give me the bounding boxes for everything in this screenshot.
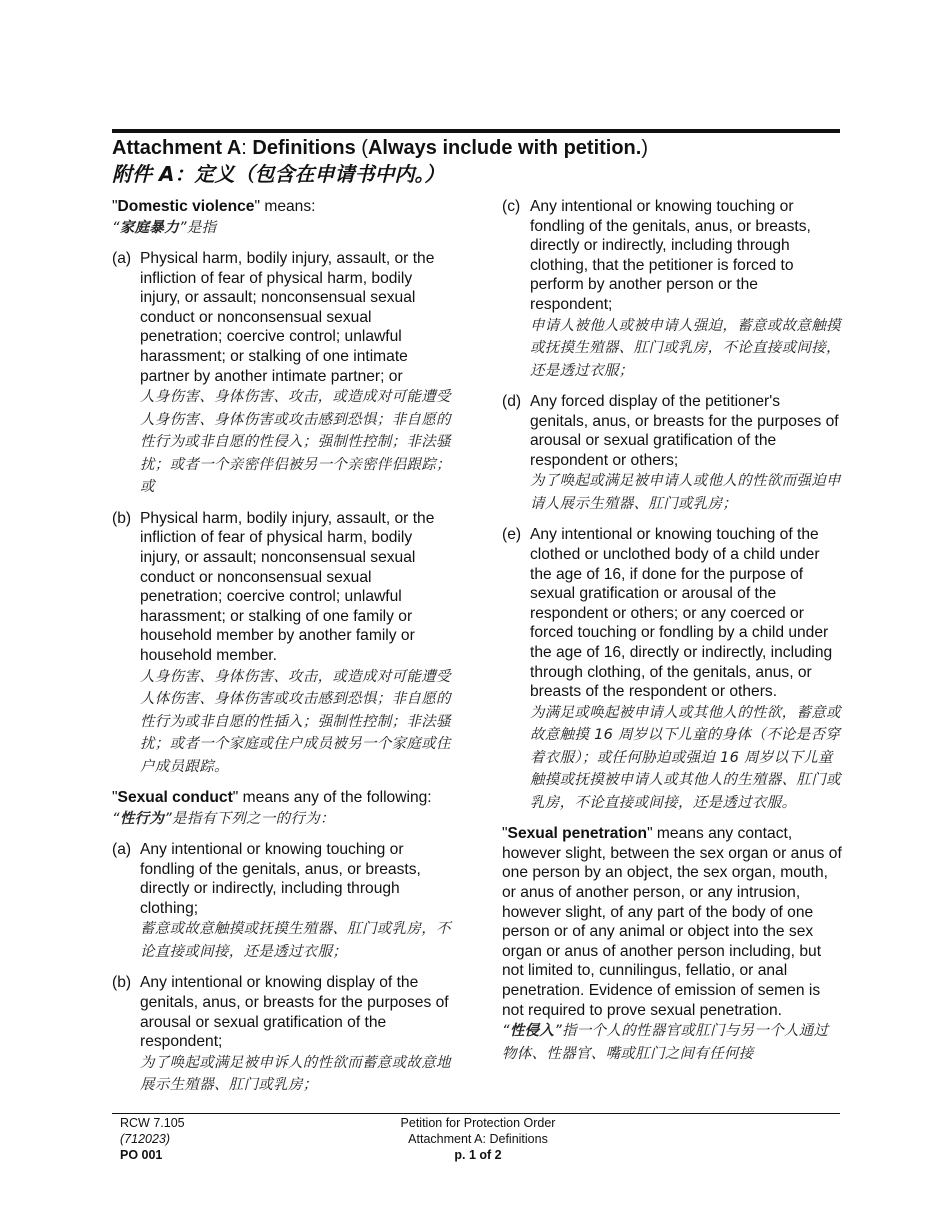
item-text-zh: 为了唤起或满足被申诉人的性欲而蓄意或故意地展示生殖器、肛门或乳房； bbox=[140, 1054, 451, 1094]
item-text-en: Any intentional or knowing touching or fondling of the genitals, anus, or breasts, directly or indirectly, including through clothing, that the petitioner is forced to perform by another person or the respondent; bbox=[530, 198, 811, 313]
list-item bbox=[112, 249, 452, 499]
title-chinese: 附件 A：定义（包含在申请书中内。） bbox=[112, 162, 445, 186]
item-label: (b) bbox=[112, 974, 132, 992]
item-text-zh: 为了唤起或满足被申请人或他人的性欲而强迫申请人展示生殖器、肛门或乳房； bbox=[530, 473, 841, 512]
list-item bbox=[502, 392, 842, 515]
item-text-en: Any forced display of the petitioner's genitals, anus, or breasts for the purposes of arousal or sexual gratification of the respondent or others; bbox=[530, 393, 839, 469]
item-label: (e) bbox=[502, 526, 522, 544]
footer-form-info bbox=[120, 1115, 185, 1163]
item-text-en: Physical harm, bodily injury, assault, or the infliction of fear of physical harm, bodily injury, or assault; nonconsensual sexual conduct or nonconsensual sexual penetration; coercive control; unlawful harassment; or stalking of one family or household member by another family or household member. bbox=[140, 509, 435, 664]
dv-heading-en: "Domestic violence" means: bbox=[112, 198, 316, 215]
footer-rcw: RCW 7.105 bbox=[120, 1116, 185, 1130]
list-item bbox=[112, 973, 452, 1096]
item-label: (a) bbox=[112, 841, 132, 859]
sexual-penetration-definition bbox=[502, 824, 842, 1065]
footer-revision: (712023) bbox=[120, 1132, 171, 1146]
item-label: (a) bbox=[112, 250, 132, 268]
item-label: (b) bbox=[112, 509, 132, 527]
item-text-en: Physical harm, bodily injury, assault, or the infliction of fear of physical harm, bodily injury, or assault; nonconsensual sexual conduct or nonconsensual sexual penetration; coercive control; unlawful harassment; or stalking of one intimate partner by another intimate partner; or bbox=[140, 250, 435, 385]
list-item bbox=[112, 509, 452, 778]
list-item bbox=[502, 197, 842, 382]
list-item bbox=[502, 525, 842, 814]
item-text-zh: 蓄意或故意触摸或抚摸生殖器、肛门或乳房，不论直接或间接，还是透过衣服； bbox=[140, 921, 451, 960]
item-text-en: Any intentional or knowing display of the genitals, anus, or breasts for the purposes of arousal or sexual gratification of the respondent; bbox=[140, 974, 449, 1051]
sp-text-en: "Sexual penetration" means any contact, however slight, between the sex organ or anus of one person by an object, the sex organ, mouth, or anus of another person, or any intrusion, however slight, of any part of the body of one person or of any animal or object into the sex organ or anus of another person including, but not limited to, cunnilingus, fellatio, or anal penetration. Evidence of emission of semen is not required to prove sexual penetration. bbox=[502, 825, 842, 1019]
item-text-en: Any intentional or knowing touching of the clothed or unclothed body of a child under the age of 16, if done for the purpose of sexual gratification or arousal of the respondent or others; or any coerced or forced touching or fondling by a child under the age of 16, directly or indirectly, including through clothing, of the genitals, anus, or breasts of the respondent or others. bbox=[530, 526, 833, 701]
footer-title-line2: Attachment A: Definitions bbox=[408, 1132, 548, 1146]
footer-title-line1: Petition for Protection Order bbox=[400, 1116, 556, 1130]
item-text-zh: 人身伤害、身体伤害、攻击，或造成对可能遭受人体伤害、身体伤害或攻击感到恐惧；非自愿的性行为或非自愿的性插入；强制性控制；非法骚扰；或者一个家庭或住户成员被另一个家庭或住户成员跟踪。 bbox=[140, 668, 451, 775]
footer-rule bbox=[112, 1113, 840, 1114]
left-column bbox=[112, 197, 452, 1107]
sc-heading-zh: “性行为”是指有下列之一的行为： bbox=[112, 810, 335, 827]
top-rule bbox=[112, 129, 840, 133]
item-label: (d) bbox=[502, 393, 522, 411]
footer-form-number: PO 001 bbox=[120, 1148, 163, 1162]
dv-heading-zh: “家庭暴力”是指 bbox=[112, 219, 217, 236]
sp-text-zh: “性侵入”指一个人的性器官或肛门与另一个人通过物体、性器官、嘴或肛门之间有任何接 bbox=[502, 1023, 829, 1062]
document-page bbox=[112, 0, 840, 1230]
item-text-zh: 人身伤害、身体伤害、攻击，或造成对可能遭受人身伤害、身体伤害或攻击感到恐惧；非自愿的性行为或非自愿的性侵入；强制性控制；非法骚扰；或者一个亲密伴侣被另一个亲密伴侣跟踪；或 bbox=[140, 389, 451, 496]
sc-heading-en: "Sexual conduct" means any of the following: bbox=[112, 789, 432, 806]
title-english: Attachment A: Definitions (Always include with petition.) bbox=[112, 137, 648, 159]
item-label: (c) bbox=[502, 198, 521, 215]
item-text-zh: 申请人被他人或被申请人强迫，蓄意或故意触摸或抚摸生殖器、肛门或乳房，不论直接或间接，还是透过衣服； bbox=[530, 317, 841, 379]
right-column bbox=[502, 197, 842, 1065]
page-number: p. 1 of 2 bbox=[454, 1148, 502, 1162]
item-text-zh: 为满足或唤起被申请人或其他人的性欲，蓄意或故意触摸 16 周岁以下儿童的身体（不论是否穿着衣服）；或任何胁迫或强迫 16 周岁以下儿童触摸或抚摸被申请人或其他人的生殖器、肛门或乳房，不论直接或间接，还是透过衣服。 bbox=[530, 704, 841, 811]
item-text-en: Any intentional or knowing touching or fondling of the genitals, anus, or breasts, directly or indirectly, including through clothing; bbox=[140, 841, 421, 917]
sexual-conduct-definition bbox=[112, 788, 452, 1097]
domestic-violence-definition bbox=[112, 197, 452, 778]
list-item bbox=[112, 840, 452, 963]
page-title bbox=[112, 135, 840, 187]
footer-form-title bbox=[328, 1115, 628, 1163]
